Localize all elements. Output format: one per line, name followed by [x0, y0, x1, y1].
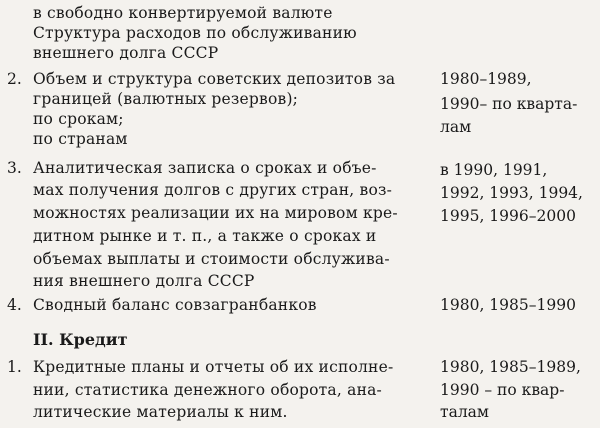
period-line: 1980–1989,: [440, 70, 532, 88]
text-line: дитном рынке и т. п., а также о сроках и: [33, 227, 377, 245]
text-line: объемах выплаты и стоимости обслужива-: [33, 250, 390, 268]
text-line: Объем и структура советских депозитов за: [33, 70, 396, 88]
period-line: в 1990, 1991,: [440, 161, 548, 179]
text-line: Структура расходов по обслуживанию: [33, 24, 357, 42]
item-number: 2.: [7, 70, 22, 88]
item-number: 3.: [7, 159, 22, 177]
text-line: ния внешнего долга СССР: [33, 272, 255, 290]
item-number: 4.: [7, 296, 22, 314]
text-line: по срокам;: [33, 110, 124, 128]
text-line: внешнего долга СССР: [33, 44, 219, 62]
item-number: 1.: [7, 358, 22, 376]
period-line: лам: [440, 118, 472, 136]
period-line: талам: [440, 403, 489, 421]
text-line: в свободно конвертируемой валюте: [33, 4, 333, 22]
text-line: по странам: [33, 130, 128, 148]
text-line: границей (валютных резервов);: [33, 90, 299, 108]
text-line: можностях реализации их на мировом кре-: [33, 204, 398, 222]
text-line: мах получения долгов с других стран, воз-: [33, 181, 393, 199]
period-line: 1980, 1985–1989,: [440, 358, 581, 376]
period-line: 1995, 1996–2000: [440, 207, 576, 225]
period-line: 1990 – по квар-: [440, 381, 565, 399]
text-line: Кредитные планы и отчеты об их исполне-: [33, 358, 394, 376]
period-line: 1992, 1993, 1994,: [440, 184, 583, 202]
text-line: литические материалы к ним.: [33, 403, 288, 421]
text-line: Аналитическая записка о сроках и объе-: [33, 159, 377, 177]
text-line: Сводный баланс совзагранбанков: [33, 296, 317, 314]
section-heading: II. Кредит: [33, 330, 128, 349]
period-line: 1990– по кварта-: [440, 95, 578, 113]
text-line: нии, статистика денежного оборота, ана-: [33, 381, 382, 399]
period-line: 1980, 1985–1990: [440, 296, 576, 314]
